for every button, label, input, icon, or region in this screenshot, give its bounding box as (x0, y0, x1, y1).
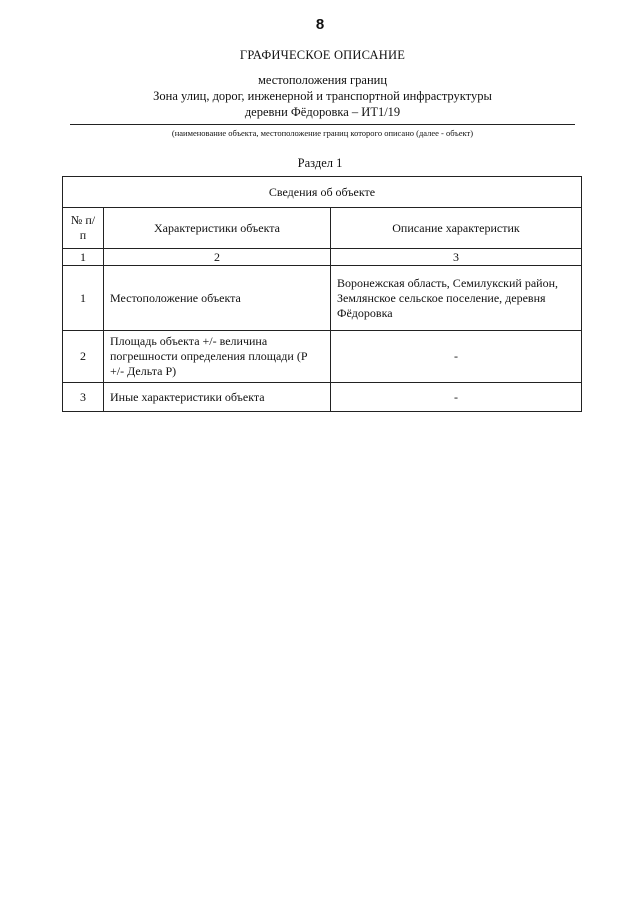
column-number-3: 3 (331, 249, 582, 266)
table-row (63, 331, 582, 383)
table-row (63, 383, 582, 412)
column-header-characteristic: Характеристики объекта (104, 208, 331, 249)
document-title: ГРАФИЧЕСКОЕ ОПИСАНИЕ (239, 48, 406, 62)
row-description: Воронежская область, Семилукский район, Землянское сельское поселение, деревня Фёдоровка (331, 266, 582, 331)
column-number-2: 2 (104, 249, 331, 266)
row-characteristic: Иные характеристики объекта (104, 383, 331, 412)
page-number: 8 (315, 16, 325, 33)
row-description: - (331, 331, 582, 383)
column-header-description: Описание характеристик (331, 208, 582, 249)
object-info-table (62, 176, 582, 412)
table-caption: Сведения об объекте (63, 177, 582, 208)
table-header-row (63, 208, 582, 249)
row-description: - (331, 383, 582, 412)
header-line-2: Зона улиц, дорог, инженерной и транспортной инфраструктуры (153, 89, 492, 103)
table-caption-row (63, 177, 582, 208)
table-row (63, 266, 582, 331)
row-characteristic: Местоположение объекта (104, 266, 331, 331)
header-rule (70, 124, 575, 125)
header-line-3: деревни Фёдоровка – ИТ1/19 (244, 105, 401, 119)
document-header (70, 48, 575, 138)
header-caption: (наименование объекта, местоположение границ которого описано (далее - объект) (171, 128, 474, 138)
row-number: 3 (63, 383, 104, 412)
section-title: Раздел 1 (297, 156, 343, 170)
header-line-1: местоположения границ (257, 73, 388, 87)
row-characteristic: Площадь объекта +/- величина погрешности определения площади (Р +/- Дельта Р) (104, 331, 331, 383)
row-number: 2 (63, 331, 104, 383)
column-number-1: 1 (63, 249, 104, 266)
column-numbers-row (63, 249, 582, 266)
column-header-number: № п/п (63, 208, 104, 249)
row-number: 1 (63, 266, 104, 331)
